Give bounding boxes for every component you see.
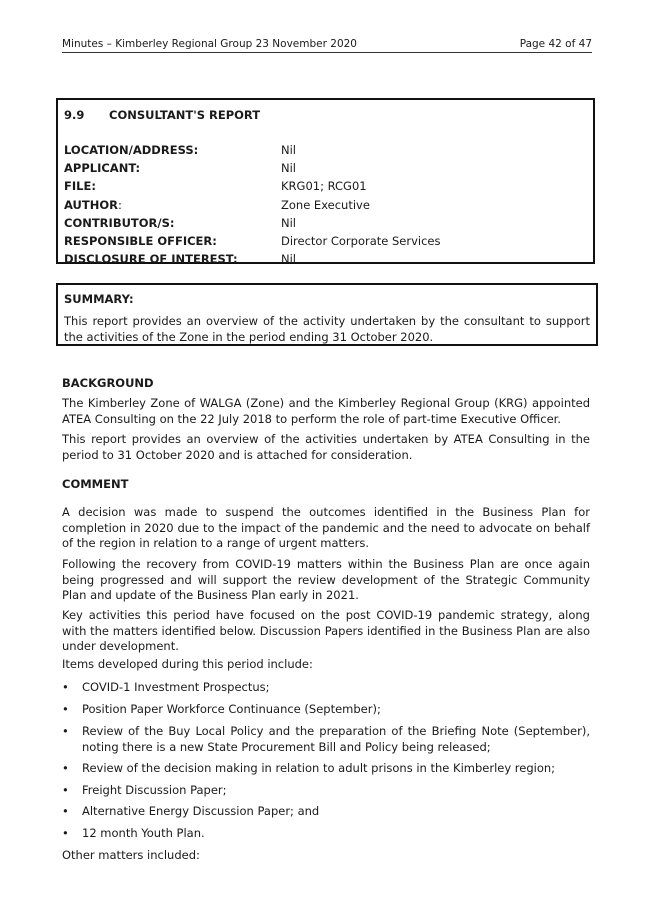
comment-heading: COMMENT (62, 477, 129, 491)
list-item (62, 826, 590, 842)
meta-label-colon: : (118, 197, 122, 212)
comment-paragraph-2: Following the recovery from COVID-19 matters within the Business Plan are once again being progressed and will support the review development of the Strategic Community Plan and update of the Business Plan early in 2021. (62, 557, 590, 602)
list-item-text: Position Paper Workforce Continuance (September); (82, 702, 381, 716)
report-title-text: CONSULTANT'S REPORT (109, 108, 261, 122)
bullet-glyph: • (62, 761, 69, 775)
list-item-text: Review of the Buy Local Policy and the preparation of the Briefing Note (September), noting there is a new State Procurement Bill and Policy being released; (82, 724, 590, 754)
bullet-glyph: • (62, 783, 69, 797)
bullet-glyph: • (62, 702, 69, 716)
list-item (62, 680, 590, 696)
list-item-text: COVID-1 Investment Prospectus; (82, 680, 270, 694)
meta-value: KRG01; RCG01 (281, 179, 367, 194)
meta-label: RESPONSIBLE OFFICER: (64, 233, 217, 248)
list-item (62, 761, 590, 777)
bullet-glyph: • (62, 680, 69, 694)
list-item (62, 804, 590, 820)
report-details-box (56, 98, 595, 267)
meta-label: LOCATION/ADDRESS: (64, 143, 199, 157)
list-item-text: Alternative Energy Discussion Paper; and (82, 804, 320, 818)
summary-box (56, 283, 598, 346)
background-heading: BACKGROUND (62, 376, 154, 390)
list-item (62, 724, 590, 755)
meta-row-applicant (64, 159, 441, 177)
meta-label (64, 196, 281, 214)
page-number: Page 42 of 47 (519, 38, 592, 50)
list-item-text: Freight Discussion Paper; (82, 783, 227, 797)
report-meta (64, 141, 441, 268)
comment-paragraph-4: Items developed during this period include: (62, 657, 313, 671)
meta-label: DISCLOSURE OF INTEREST: (64, 252, 238, 267)
meta-row-location (64, 141, 441, 159)
meta-value: Director Corporate Services (281, 233, 441, 248)
report-number: 9.9 (64, 108, 85, 122)
meta-value: Nil (281, 252, 296, 267)
background-paragraph-1: The Kimberley Zone of WALGA (Zone) and the Kimberley Regional Group (KRG) appointed ATEA Consulting on the 22 July 2018 to perform the role of part-time Executive Officer. (62, 396, 590, 426)
meta-value: Nil (281, 161, 296, 176)
meta-value: Zone Executive (281, 197, 370, 212)
comment-paragraph-3: Key activities this period have focused on the post COVID-19 pandemic strategy, along with the matters identified below. Discussion Papers identified in the Business Plan are also under development. (62, 608, 590, 653)
background-paragraph-2: This report provides an overview of the activities undertaken by ATEA Consulting in the period to 31 October 2020 and is attached for consideration. (62, 432, 590, 462)
bullet-glyph: • (62, 724, 69, 738)
meta-label-text: AUTHOR (64, 197, 118, 212)
report-title (64, 108, 260, 122)
meta-value: Nil (281, 215, 296, 230)
meta-label: FILE: (64, 179, 96, 194)
list-item (62, 702, 590, 718)
meta-row-disclosure (64, 250, 441, 268)
summary-text: This report provides an overview of the activity undertaken by the consultant to support the activities of the Zone in the period ending 31 October 2020. (64, 314, 590, 344)
header-title: Minutes – Kimberley Regional Group 23 November 2020 (62, 38, 357, 50)
bullet-glyph: • (62, 826, 69, 840)
comment-paragraph-5: Other matters included: (62, 848, 200, 862)
summary-title: SUMMARY: (64, 292, 134, 306)
meta-label: APPLICANT: (64, 161, 141, 176)
page-header (62, 38, 592, 53)
list-item-text: Review of the decision making in relation to adult prisons in the Kimberley region; (82, 761, 556, 775)
meta-row-author (64, 196, 441, 214)
meta-row-responsible-officer (64, 232, 441, 250)
list-item-text: 12 month Youth Plan. (82, 826, 205, 840)
comment-paragraph-1: A decision was made to suspend the outcomes identified in the Business Plan for completion in 2020 due to the impact of the pandemic and the need to advocate on behalf of the region in relation to a range of urgent matters. (62, 505, 590, 550)
meta-row-contributors (64, 214, 441, 232)
meta-label: CONTRIBUTOR/S: (64, 215, 175, 230)
list-item (62, 783, 590, 799)
meta-row-file (64, 177, 441, 195)
bullet-glyph: • (62, 804, 69, 818)
meta-value: Nil (281, 143, 296, 157)
